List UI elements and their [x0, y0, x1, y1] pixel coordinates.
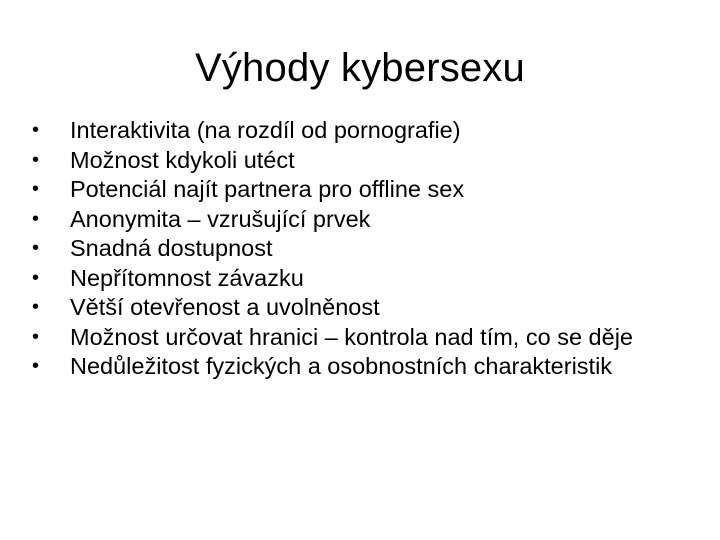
- list-item-text: Nedůležitost fyzických a osobnostních charakteristik: [70, 353, 613, 379]
- list-item-text: Větší otevřenost a uvolněnost: [70, 294, 380, 320]
- list-item: [32, 264, 692, 294]
- list-item-text: Interaktivita (na rozdíl od pornografie): [70, 117, 461, 143]
- list-item-text: Možnost určovat hranici – kontrola nad tím, co se děje: [70, 323, 633, 350]
- list-item: [32, 146, 692, 176]
- bullet-icon: •: [32, 325, 40, 348]
- list-item: [32, 116, 692, 146]
- list-item-text: Možnost kdykoli utéct: [70, 146, 295, 173]
- bullet-list: [32, 116, 692, 382]
- list-item: [32, 205, 692, 235]
- list-item: [32, 352, 692, 382]
- list-item-text: Anonymita – vzrušující prvek: [70, 205, 371, 232]
- bullet-icon: •: [32, 296, 40, 318]
- bullet-icon: •: [32, 266, 40, 289]
- list-item-text: Nepřítomnost závazku: [70, 264, 304, 291]
- bullet-icon: •: [32, 119, 40, 141]
- list-item: [32, 234, 692, 264]
- list-item: [32, 323, 692, 353]
- bullet-icon: •: [32, 355, 40, 377]
- bullet-icon: •: [32, 237, 40, 259]
- list-item-text: Potenciál najít partnera pro offline sex: [70, 176, 465, 202]
- bullet-icon: •: [32, 148, 40, 171]
- list-item: [32, 293, 692, 323]
- slide-title: Výhody kybersexu: [194, 46, 526, 90]
- list-item-text: Snadná dostupnost: [70, 235, 273, 261]
- list-item: [32, 175, 692, 205]
- bullet-icon: •: [32, 207, 40, 230]
- bullet-icon: •: [32, 178, 40, 200]
